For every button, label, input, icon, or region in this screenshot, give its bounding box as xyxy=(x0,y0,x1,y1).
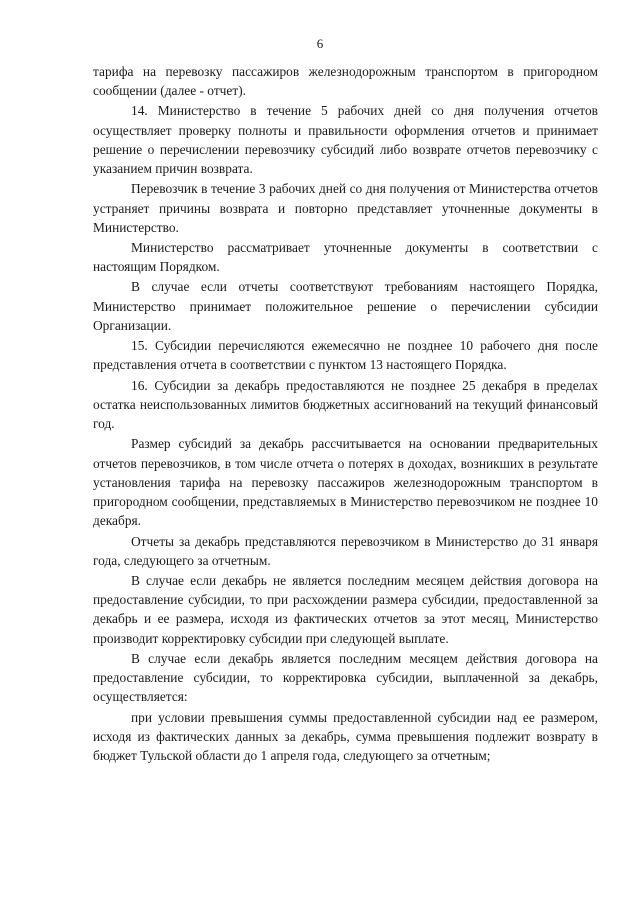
paragraph-item-14: 14. Министерство в течение 5 рабочих дней со дня получения отчетов осуществляет проверку полноты и правильности оформления отчетов и принимает решение о перечислении перевозчику субсидий либо возврате отчетов перевозчику с указанием причин возврата. xyxy=(93,103,598,177)
paragraph: Перевозчик в течение 3 рабочих дней со дня получения от Министерства отчетов устраняет причины возврата и повторно представляет уточненные документы в Министерство. xyxy=(93,181,598,235)
page-number: 6 xyxy=(316,36,324,51)
paragraph: Отчеты за декабрь представляются перевозчиком в Министерство до 31 января года, следующего за отчетным. xyxy=(93,533,598,568)
paragraph-item-15: 15. Субсидии перечисляются ежемесячно не позднее 10 рабочего дня после представления отчета в соответствии с пунктом 13 настоящего Порядка. xyxy=(93,338,598,373)
paragraph: В случае если декабрь является последним месяцем действия договора на предоставление субсидии, то корректировка субсидии, выплаченной за декабрь, осуществляется: xyxy=(93,650,598,705)
paragraph: Размер субсидий за декабрь рассчитывается на основании предварительных отчетов перевозчиков, в том числе отчета о потерях в доходах, возникших в результате установления тарифа на перевозку пассажиров железнодорожным транспортом в пригородном сообщении, представляемых в Министерство перевозчиком не позднее 10 декабря. xyxy=(93,436,598,529)
paragraph: при условии превышения суммы предоставленной субсидии над ее размером, исходя из фактических данных за декабрь, сумма превышения подлежит возврату в бюджет Тульской области до 1 апреля года, следующего за отчетным; xyxy=(93,709,598,764)
paragraph-item-16: 16. Субсидии за декабрь предоставляются не позднее 25 декабря в пределах остатка неиспользованных лимитов бюджетных ассигнований на текущий финансовый год. xyxy=(93,377,598,432)
paragraph: В случае если декабрь не является последним месяцем действия договора на предоставление субсидии, то при расхождении размера субсидии, предоставленной за декабрь и ее размера, исходя из фактических отчетов за этот месяц, Министерство производит корректировку субсидии при следующей выплате. xyxy=(93,572,598,646)
document-body xyxy=(93,62,598,766)
paragraph-continuation: тарифа на перевозку пассажиров железнодорожным транспортом в пригородном сообщении (далее - отчет). xyxy=(93,64,598,99)
paragraph: В случае если отчеты соответствуют требованиям настоящего Порядка, Министерство принимает положительное решение о перечислении субсидии Организации. xyxy=(93,279,598,334)
paragraph: Министерство рассматривает уточненные документы в соответствии с настоящим Порядком. xyxy=(93,240,598,275)
